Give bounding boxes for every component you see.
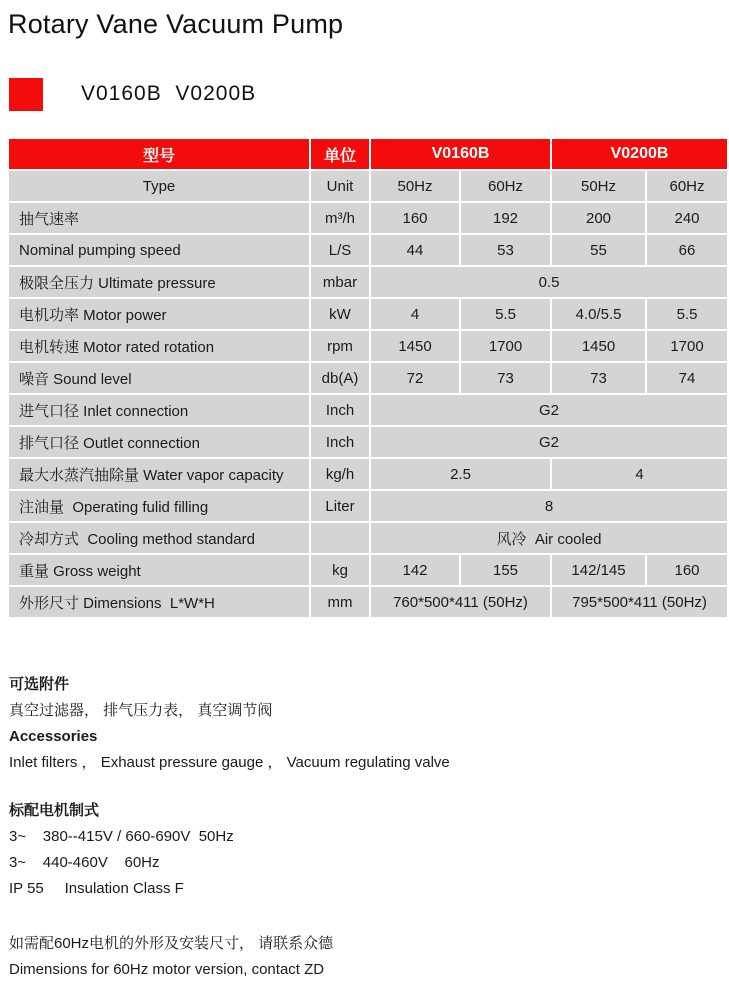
spec-cell: 4 (371, 299, 459, 329)
spec-cell: 760*500*411 (50Hz) (371, 587, 550, 617)
motor-line-60hz: 3~ 440-460V 60Hz (9, 854, 160, 871)
row-label: 最大水蒸汽抽除量 Water vapor capacity (9, 459, 309, 489)
motor-heading: 标配电机制式 (9, 802, 100, 819)
spec-cell: 73 (461, 363, 550, 393)
subheader-freq: 60Hz (461, 171, 550, 201)
footer-line-en: Dimensions for 60Hz motor version, contact ZD (9, 961, 325, 978)
subheader-freq: 50Hz (552, 171, 645, 201)
header-model1: V0160B (371, 139, 550, 169)
header-unit-col: 单位 (311, 139, 369, 169)
accessories-items-en: Inlet filters ， Exhaust pressure gauge ， Vacuum regulating valve (9, 754, 450, 771)
header-model2: V0200B (552, 139, 727, 169)
row-label: 噪音 Sound level (9, 363, 309, 393)
table-subheader-row (9, 171, 727, 201)
subheader-type: Type (9, 171, 309, 201)
spec-cell: 240 (647, 203, 727, 233)
spec-cell: 1700 (647, 331, 727, 361)
table-row-fluid-filling (9, 491, 727, 521)
table-row-outlet-connection (9, 427, 727, 457)
table-row-pumping-speed-m3h (9, 203, 727, 233)
row-unit: L/S (311, 235, 369, 265)
spec-table (7, 137, 729, 619)
spec-cell: 4.0/5.5 (552, 299, 645, 329)
table-row-gross-weight (9, 555, 727, 585)
row-unit: mbar (311, 267, 369, 297)
row-unit: Inch (311, 395, 369, 425)
spec-cell: 66 (647, 235, 727, 265)
spec-cell: 1450 (552, 331, 645, 361)
spec-cell: 55 (552, 235, 645, 265)
table-row-ultimate-pressure (9, 267, 727, 297)
table-row-motor-rotation (9, 331, 727, 361)
spec-cell: G2 (371, 427, 727, 457)
table-row-pumping-speed-ls (9, 235, 727, 265)
spec-cell: 155 (461, 555, 550, 585)
page-title: Rotary Vane Vacuum Pump (8, 9, 344, 39)
row-label: 重量 Gross weight (9, 555, 309, 585)
row-label: 电机转速 Motor rated rotation (9, 331, 309, 361)
row-label: 进气口径 Inlet connection (9, 395, 309, 425)
row-unit: kg/h (311, 459, 369, 489)
row-unit: Liter (311, 491, 369, 521)
spec-cell: 4 (552, 459, 727, 489)
row-unit: kg (311, 555, 369, 585)
table-row-inlet-connection (9, 395, 727, 425)
spec-cell: G2 (371, 395, 727, 425)
spec-cell: 8 (371, 491, 727, 521)
spec-cell: 192 (461, 203, 550, 233)
spec-cell: 1450 (371, 331, 459, 361)
table-row-sound-level (9, 363, 727, 393)
spec-cell: 1700 (461, 331, 550, 361)
spec-cell: 73 (552, 363, 645, 393)
spec-cell: 74 (647, 363, 727, 393)
spec-cell: 795*500*411 (50Hz) (552, 587, 727, 617)
row-unit: db(A) (311, 363, 369, 393)
row-unit: m³/h (311, 203, 369, 233)
spec-cell: 160 (647, 555, 727, 585)
motor-spec-section (9, 802, 729, 898)
header-model-col: 型号 (9, 139, 309, 169)
row-unit: rpm (311, 331, 369, 361)
row-label: 注油量 Operating fulid filling (9, 491, 309, 521)
table-row-motor-power (9, 299, 727, 329)
motor-line-ip: IP 55 Insulation Class F (9, 880, 184, 897)
footer-line-zh: 如需配60Hz电机的外形及安装尺寸， 请联系众德 (9, 935, 334, 952)
row-label: 电机功率 Motor power (9, 299, 309, 329)
spec-cell: 142/145 (552, 555, 645, 585)
spec-cell: 5.5 (461, 299, 550, 329)
subheader-freq: 60Hz (647, 171, 727, 201)
row-label: 抽气速率 (9, 203, 309, 233)
spec-cell: 160 (371, 203, 459, 233)
row-label: 排气口径 Outlet connection (9, 427, 309, 457)
subheader-freq: 50Hz (371, 171, 459, 201)
spec-cell: 53 (461, 235, 550, 265)
spec-cell: 44 (371, 235, 459, 265)
motor-line-50hz: 3~ 380--415V / 660-690V 50Hz (9, 828, 234, 845)
model-numbers (9, 77, 729, 111)
spec-cell: 142 (371, 555, 459, 585)
row-unit (311, 523, 369, 553)
row-label: 外形尺寸 Dimensions L*W*H (9, 587, 309, 617)
row-label: 冷却方式 Cooling method standard (9, 523, 309, 553)
table-header-row (9, 139, 727, 169)
row-unit: kW (311, 299, 369, 329)
spec-cell: 2.5 (371, 459, 550, 489)
row-unit: Inch (311, 427, 369, 457)
spec-cell: 风冷 Air cooled (371, 523, 727, 553)
table-row-cooling-method (9, 523, 727, 553)
accessories-section (9, 676, 729, 772)
spec-cell: 5.5 (647, 299, 727, 329)
accessories-items-zh: 真空过滤器， 排气压力表， 真空调节阀 (9, 702, 273, 719)
spec-cell: 72 (371, 363, 459, 393)
table-row-dimensions (9, 587, 727, 617)
spec-cell: 0.5 (371, 267, 727, 297)
accessories-heading-zh: 可选附件 (9, 676, 70, 693)
spec-cell: 200 (552, 203, 645, 233)
row-label: 极限全压力 Ultimate pressure (9, 267, 309, 297)
footer-note (9, 935, 729, 979)
table-row-water-vapor-capacity (9, 459, 727, 489)
red-square-bullet (9, 78, 43, 111)
model-numbers-label: V0160B V0200B (81, 82, 257, 105)
subheader-unit: Unit (311, 171, 369, 201)
accessories-heading-en: Accessories (9, 728, 98, 745)
row-unit: mm (311, 587, 369, 617)
row-label: Nominal pumping speed (9, 235, 309, 265)
